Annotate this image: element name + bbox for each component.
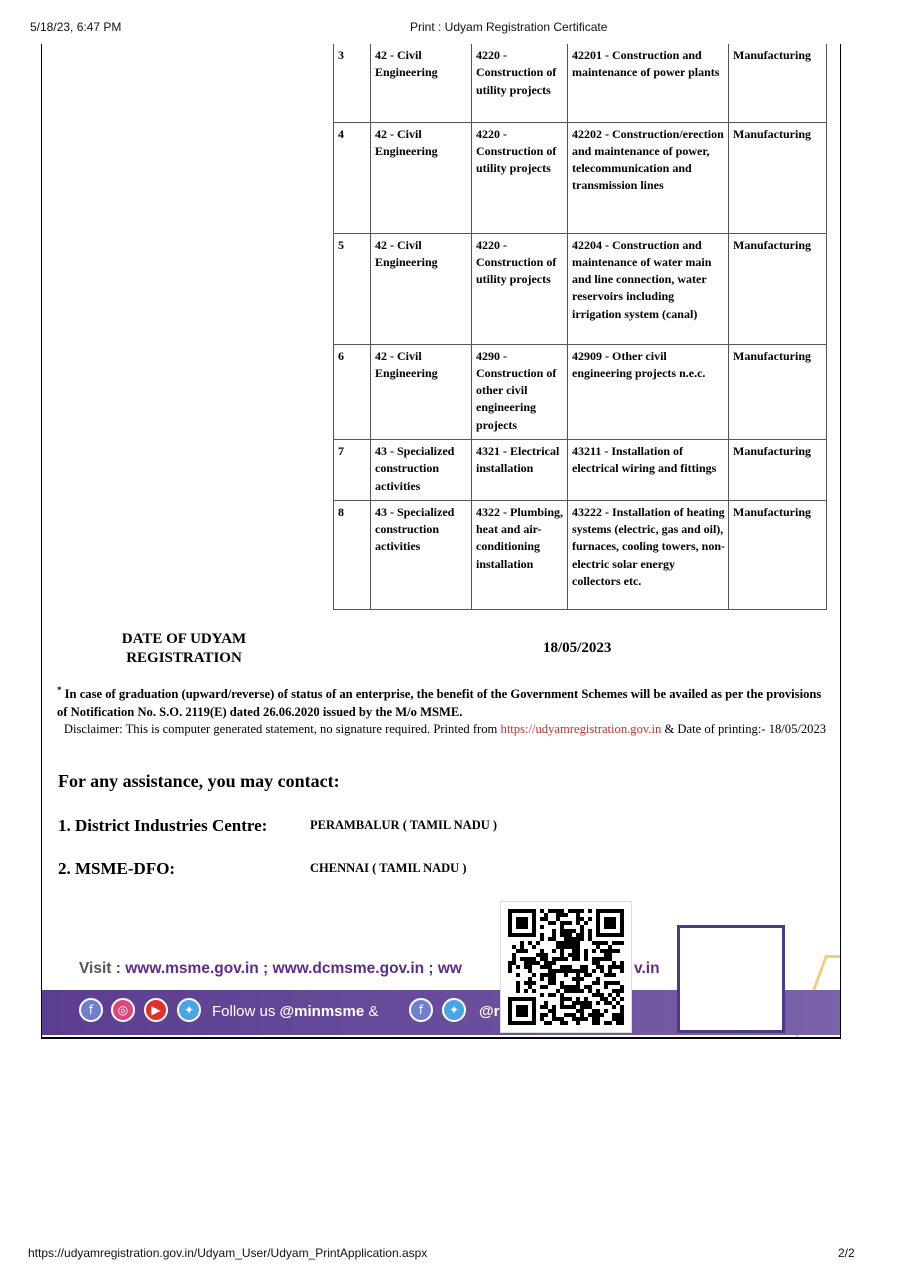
nic-sn: 3 — [334, 44, 371, 122]
registration-date-value: 18/05/2023 — [543, 640, 612, 656]
nic-division: 43 - Specialized construction activities — [371, 500, 472, 609]
nic-division: 42 - Civil Engineering — [371, 44, 472, 122]
qr-code — [501, 902, 631, 1032]
graduation-note — [57, 681, 829, 721]
photo-placeholder — [677, 925, 785, 1033]
twitter-icon-2[interactable]: ✦ — [442, 998, 466, 1022]
visit-urls[interactable]: www.msme.gov.in ; www.dcmsme.gov.in ; ww — [125, 960, 462, 977]
nic-group: 4290 - Construction of other civil engineering projects — [472, 344, 568, 439]
table-row — [334, 44, 827, 122]
dic-value: PERAMBALUR ( TAMIL NADU ) — [310, 818, 498, 832]
nic-division: 42 - Civil Engineering — [371, 344, 472, 439]
dfo-value: CHENNAI ( TAMIL NADU ) — [310, 861, 467, 875]
nic-sn: 8 — [334, 500, 371, 609]
table-row — [334, 122, 827, 233]
nic-activity: Manufacturing — [729, 44, 827, 122]
nic-class: 43222 - Installation of heating systems (electric, gas and oil), furnaces, cooling towers, non-electric solar energy collectors etc. — [568, 500, 729, 609]
nic-activity: Manufacturing — [729, 122, 827, 233]
nic-sn: 7 — [334, 439, 371, 500]
follow-amp: & — [368, 1003, 379, 1020]
dic-label: 1. District Industries Centre: — [58, 816, 268, 835]
disclaimer-link[interactable]: https://udyamregistration.gov.in — [500, 722, 662, 736]
nic-class: 42909 - Other civil engineering projects n.e.c. — [568, 344, 729, 439]
follow-label: Follow us — [212, 1003, 276, 1020]
follow-handle-end[interactable]: @r — [479, 1003, 500, 1020]
page-frame-right — [840, 44, 841, 1039]
nic-division: 43 - Specialized construction activities — [371, 439, 472, 500]
nic-sn: 4 — [334, 122, 371, 233]
youtube-icon[interactable]: ▶ — [144, 998, 168, 1022]
note-text: In case of graduation (upward/reverse) of status of an enterprise, the benefit of the Government Schemes will be availed as per the provisions of Notification No. S.O. 2119(E) dated 26.06.2020 issued by the M/o MSME. — [57, 687, 822, 720]
table-row — [334, 233, 827, 344]
nic-class: 42202 - Construction/erection and maintenance of power, telecommunication and transmission lines — [568, 122, 729, 233]
print-url: https://udyamregistration.gov.in/Udyam_User/Udyam_PrintApplication.aspx — [28, 1246, 428, 1260]
nic-activity: Manufacturing — [729, 439, 827, 500]
note-asterisk: * — [57, 685, 62, 695]
facebook-icon-2[interactable]: f — [409, 998, 433, 1022]
nic-division: 42 - Civil Engineering — [371, 122, 472, 233]
disclaimer-prefix: Disclaimer: This is computer generated statement, no signature required. Printed from — [63, 722, 498, 736]
twitter-icon[interactable]: ✦ — [177, 998, 201, 1022]
nic-sn: 5 — [334, 233, 371, 344]
table-row — [334, 439, 827, 500]
nic-sn: 6 — [334, 344, 371, 439]
nic-group: 4220 - Construction of utility projects — [472, 122, 568, 233]
nic-activity: Manufacturing — [729, 233, 827, 344]
visit-url-end[interactable]: v.in — [634, 960, 660, 977]
visit-line — [79, 960, 509, 978]
qr-code-graphic — [501, 902, 631, 1032]
assistance-heading: For any assistance, you may contact: — [58, 771, 340, 791]
table-row — [334, 344, 827, 439]
disclaimer-suffix: & Date of printing:- 18/05/2023 — [664, 722, 827, 736]
page-frame-left — [41, 44, 42, 1039]
nic-group: 4322 - Plumbing, heat and air-conditioning installation — [472, 500, 568, 609]
follow-us-text — [212, 1003, 378, 1020]
nic-activity: Manufacturing — [729, 344, 827, 439]
registration-date-label: DATE OF UDYAM REGISTRATION — [121, 631, 247, 666]
table-row — [334, 500, 827, 609]
nic-class: 42204 - Construction and maintenance of water main and line connection, water reservoirs including irrigation system (canal) — [568, 233, 729, 344]
facebook-icon[interactable]: f — [79, 998, 103, 1022]
print-datetime: 5/18/23, 6:47 PM — [30, 20, 122, 34]
page-frame-bottom — [41, 1037, 841, 1039]
nic-code-table — [333, 44, 827, 610]
nic-activity: Manufacturing — [729, 500, 827, 609]
page-number: 2/2 — [838, 1246, 855, 1260]
nic-group: 4220 - Construction of utility projects — [472, 233, 568, 344]
nic-division: 42 - Civil Engineering — [371, 233, 472, 344]
nic-class: 42201 - Construction and maintenance of power plants — [568, 44, 729, 122]
follow-handle[interactable]: @minmsme — [279, 1003, 365, 1020]
nic-class: 43211 - Installation of electrical wiring and fittings — [568, 439, 729, 500]
instagram-icon[interactable]: ◎ — [111, 998, 135, 1022]
print-title: Print : Udyam Registration Certificate — [410, 20, 608, 34]
dfo-label: 2. MSME-DFO: — [58, 859, 176, 878]
visit-prefix: Visit : — [79, 960, 121, 977]
disclaimer — [57, 721, 833, 737]
nic-group: 4321 - Electrical installation — [472, 439, 568, 500]
nic-group: 4220 - Construction of utility projects — [472, 44, 568, 122]
